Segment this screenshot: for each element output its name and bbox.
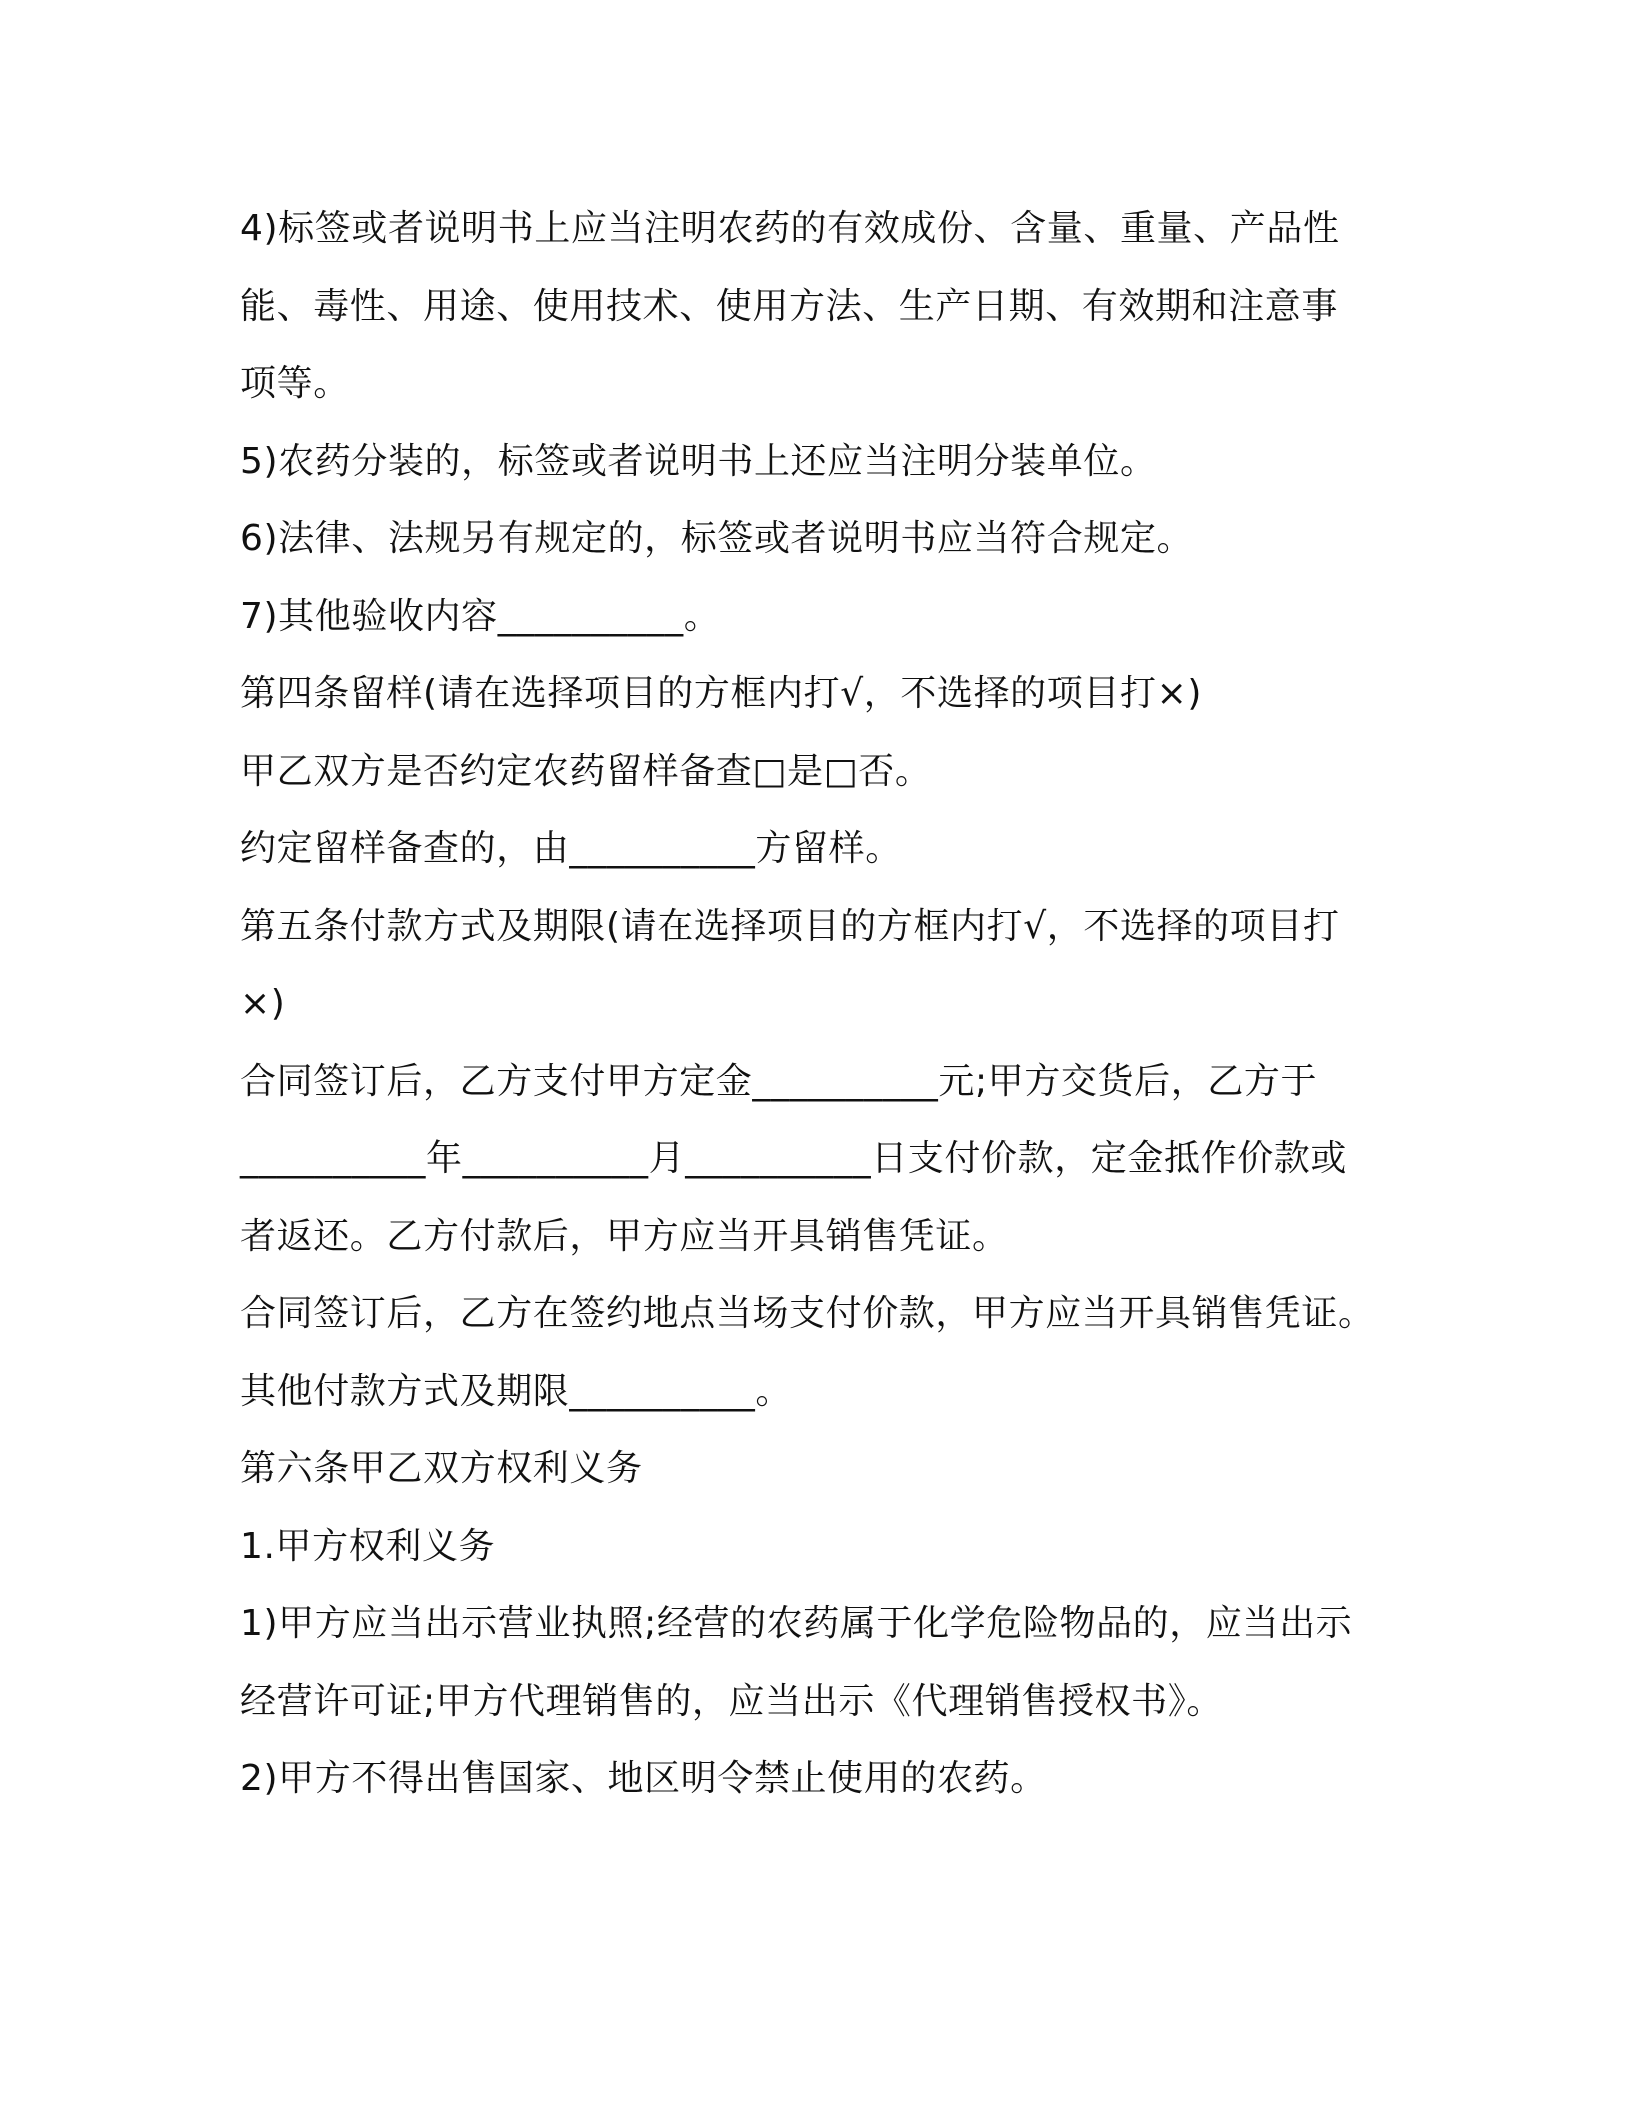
text-line: 项等。 <box>240 363 350 404</box>
document-body <box>240 190 1400 1818</box>
text-line: 经营许可证;甲方代理销售的，应当出示《代理销售授权书》。 <box>240 1680 1223 1722</box>
text-line: 合同签订后，乙方支付甲方定金__________元;甲方交货后，乙方于 <box>240 1060 1318 1102</box>
section-heading: 第四条留样(请在选择项目的方框内打√，不选择的项目打×) <box>240 673 1202 714</box>
text-line: 能、毒性、用途、使用技术、使用方法、生产日期、有效期和注意事 <box>240 285 1339 327</box>
text-line: 者返还。乙方付款后，甲方应当开具销售凭证。 <box>240 1215 1009 1257</box>
text-line: 甲乙双方是否约定农药留样备查□是□否。 <box>240 750 932 792</box>
text-line: 合同签订后，乙方在签约地点当场支付价款，甲方应当开具销售凭证。 <box>240 1293 1375 1334</box>
text-line: __________年__________月__________日支付价款，定金抵作价款或 <box>240 1138 1347 1179</box>
text-line: 2)甲方不得出售国家、地区明令禁止使用的农药。 <box>240 1758 1047 1799</box>
text-line: ×) <box>240 983 286 1024</box>
text-line: 其他付款方式及期限__________。 <box>240 1370 792 1412</box>
subsection-heading: 1.甲方权利义务 <box>240 1525 496 1567</box>
section-heading: 第六条甲乙双方权利义务 <box>240 1448 643 1489</box>
text-line: 4)标签或者说明书上应当注明农药的有效成份、含量、重量、产品性 <box>240 208 1340 249</box>
section-heading: 第五条付款方式及期限(请在选择项目的方框内打√，不选择的项目打 <box>240 905 1340 947</box>
text-line: 6)法律、法规另有规定的，标签或者说明书应当符合规定。 <box>240 518 1194 559</box>
text-line: 7)其他验收内容__________。 <box>240 595 721 637</box>
text-line: 1)甲方应当出示营业执照;经营的农药属于化学危险物品的，应当出示 <box>240 1603 1353 1644</box>
text-line: 5)农药分装的，标签或者说明书上还应当注明分装单位。 <box>240 440 1157 482</box>
text-line: 约定留样备查的，由__________方留样。 <box>240 828 902 869</box>
